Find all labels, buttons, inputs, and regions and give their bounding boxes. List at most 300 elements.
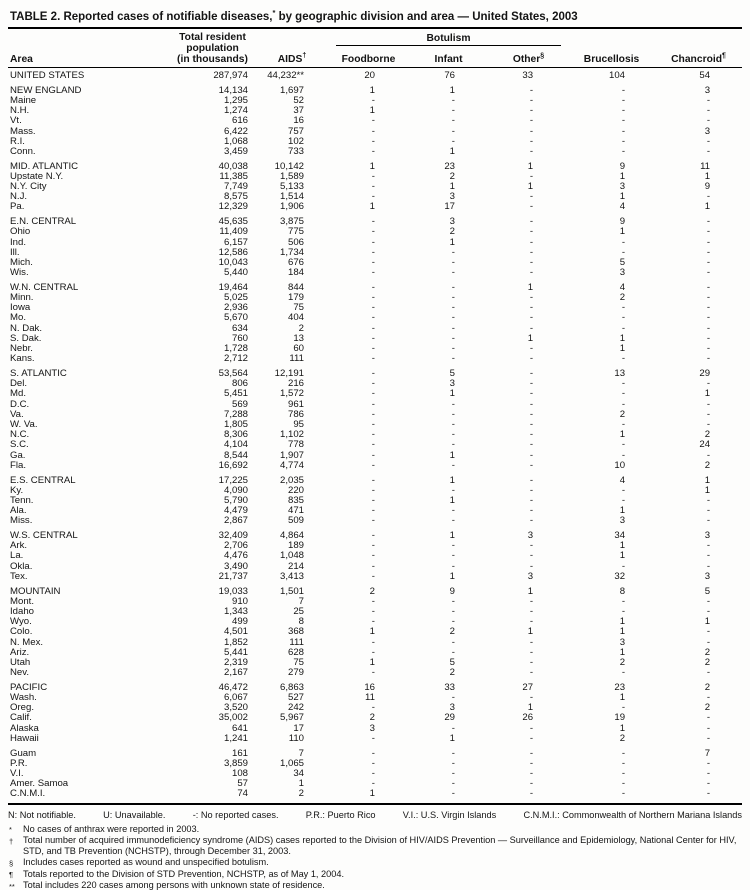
value-cell: 3 — [449, 192, 455, 203]
value-cell: 11,409 — [219, 227, 248, 238]
table-row — [8, 703, 742, 713]
value-cell: 29 — [699, 367, 711, 379]
value-cell: - — [621, 313, 626, 324]
value-cell: 53,564 — [218, 367, 248, 379]
value-cell: - — [451, 293, 455, 304]
table-row — [8, 248, 742, 258]
value-cell: - — [529, 733, 534, 744]
value-cell: 1,572 — [279, 389, 304, 400]
area-cell: Mich. — [10, 257, 33, 268]
other-footnote-marker: § — [540, 52, 545, 60]
value-cell: - — [706, 323, 711, 334]
value-cell: 7,288 — [223, 409, 248, 420]
value-cell: 1 — [369, 106, 375, 117]
value-cell: - — [706, 237, 711, 248]
value-cell: 27 — [522, 681, 534, 693]
value-cell: 1 — [369, 160, 375, 172]
value-cell: - — [451, 247, 455, 258]
value-cell: - — [371, 460, 375, 471]
value-cell: - — [451, 460, 455, 471]
value-cell: 17,225 — [218, 474, 248, 486]
value-cell: - — [451, 485, 455, 496]
value-cell: 8 — [298, 617, 304, 628]
value-cell: 6,863 — [279, 681, 304, 693]
value-cell: 242 — [287, 703, 304, 714]
value-cell: - — [621, 485, 626, 496]
value-cell: 46,472 — [218, 681, 248, 693]
value-cell: 110 — [288, 733, 304, 744]
value-cell: - — [706, 257, 711, 268]
value-cell: - — [451, 617, 455, 628]
table-body — [8, 68, 742, 804]
area-cell: Guam — [10, 747, 37, 759]
area-cell: Tenn. — [10, 495, 34, 506]
value-cell: 52 — [293, 95, 304, 106]
value-cell: - — [371, 703, 375, 714]
value-cell: 1 — [369, 657, 375, 668]
table-row — [8, 724, 742, 734]
value-cell: 641 — [231, 723, 248, 734]
value-cell: 3 — [449, 216, 455, 228]
value-cell: 2 — [704, 657, 711, 668]
value-cell: 3 — [619, 637, 626, 648]
value-cell: - — [529, 95, 534, 106]
value-cell: - — [529, 389, 534, 400]
value-cell: 775 — [287, 227, 304, 238]
table-row — [8, 96, 742, 106]
value-cell: 32,409 — [218, 530, 248, 542]
value-cell: - — [371, 440, 375, 451]
value-cell: - — [706, 268, 711, 279]
value-cell: 74 — [237, 789, 248, 800]
value-cell: - — [529, 344, 534, 355]
footnote-asterisk — [8, 824, 742, 836]
value-cell: 20 — [364, 70, 375, 81]
value-cell: - — [706, 293, 711, 304]
table-row — [8, 344, 742, 354]
area-cell: Wash. — [10, 693, 37, 704]
value-cell: 7 — [298, 747, 304, 759]
value-cell: 1 — [704, 474, 711, 486]
value-cell: - — [529, 606, 534, 617]
area-cell: Del. — [10, 379, 28, 390]
area-cell: S. Dak. — [10, 333, 42, 344]
value-cell: 806 — [231, 379, 248, 390]
table-row — [8, 106, 742, 116]
value-cell: 8 — [619, 585, 626, 597]
value-cell: 1 — [619, 647, 626, 658]
area-cell: R.I. — [10, 136, 25, 147]
value-cell: - — [706, 333, 711, 344]
value-cell: - — [451, 606, 455, 617]
value-cell: 5 — [449, 367, 455, 379]
table-row — [8, 440, 742, 450]
value-cell: 11 — [700, 160, 711, 172]
value-cell: 1 — [619, 333, 626, 344]
value-cell: 287,974 — [213, 70, 248, 81]
area-cell: N.J. — [10, 192, 28, 203]
area-cell: PACIFIC — [10, 681, 48, 693]
value-cell: 60 — [293, 344, 304, 355]
value-cell: - — [529, 126, 534, 137]
table-row — [8, 617, 742, 627]
footnote-marker: ** — [9, 881, 15, 890]
table-row — [8, 430, 742, 440]
value-cell: - — [621, 596, 626, 607]
value-cell: - — [706, 779, 711, 790]
value-cell: - — [529, 313, 534, 324]
footnote-text: Total number of acquired immunodeficiency syndrome (AIDS) cases reported to the Division of HIV/AIDS Prevention — Surveillance and Epidemiology, National Center for HIV, STD, and TB Prevention (NCHSTP), through December 31, 2003. — [23, 835, 737, 857]
value-cell: - — [371, 647, 375, 658]
area-cell: Ala. — [10, 506, 27, 517]
value-cell: 3 — [704, 530, 711, 542]
value-cell: 19,033 — [218, 585, 248, 597]
value-cell: - — [706, 627, 711, 638]
value-cell: - — [451, 257, 455, 268]
area-cell: Iowa — [10, 303, 31, 314]
area-cell: Minn. — [10, 293, 34, 304]
value-cell: - — [706, 561, 711, 572]
value-cell: - — [706, 506, 711, 517]
value-cell: - — [371, 495, 375, 506]
value-cell: 13 — [293, 333, 304, 344]
table-row — [8, 202, 742, 212]
value-cell: 1 — [449, 474, 455, 486]
value-cell: 2 — [449, 668, 455, 679]
value-cell: - — [451, 430, 455, 441]
value-cell: - — [451, 126, 455, 137]
value-cell: 35,002 — [218, 713, 248, 724]
table-title — [8, 8, 742, 29]
value-cell: - — [529, 293, 534, 304]
table-row — [8, 268, 742, 278]
value-cell: 368 — [287, 627, 304, 638]
value-cell: 25 — [293, 606, 304, 617]
footnote-text: No cases of anthrax were reported in 2003. — [23, 823, 200, 834]
value-cell: 6,067 — [223, 693, 248, 704]
value-cell: 1,065 — [279, 758, 304, 769]
value-cell: 4,864 — [279, 530, 304, 542]
table-row — [8, 541, 742, 551]
table-row — [8, 486, 742, 496]
table-row — [8, 551, 742, 561]
value-cell: 220 — [287, 485, 304, 496]
value-cell: - — [451, 541, 455, 552]
column-header-area: Area — [8, 29, 170, 68]
value-cell: - — [706, 313, 711, 324]
value-cell: - — [621, 106, 626, 117]
value-cell: 3 — [449, 703, 455, 714]
value-cell: 2,712 — [223, 354, 248, 365]
value-cell: 1,805 — [223, 420, 248, 430]
value-cell: - — [706, 596, 711, 607]
area-cell: W.S. CENTRAL — [10, 530, 78, 542]
value-cell: - — [451, 723, 455, 734]
value-cell: - — [371, 561, 375, 572]
value-cell: 6,157 — [223, 237, 248, 248]
table-row — [8, 506, 742, 516]
table-row — [8, 678, 742, 693]
title-footnote-marker: * — [272, 8, 276, 18]
value-cell: 2 — [704, 703, 711, 714]
value-cell: - — [371, 192, 375, 203]
table-row — [8, 779, 742, 789]
value-cell: - — [706, 136, 711, 147]
value-cell: - — [451, 313, 455, 324]
value-cell: 5,670 — [223, 313, 248, 324]
value-cell: 1 — [369, 789, 375, 800]
value-cell: 13 — [614, 367, 626, 379]
value-cell: 1 — [527, 627, 534, 638]
value-cell: - — [529, 789, 534, 800]
footnote-text: Includes cases reported as wound and unspecified botulism. — [23, 857, 269, 868]
value-cell: 1 — [704, 171, 711, 182]
value-cell: - — [371, 637, 375, 648]
value-cell: 75 — [293, 657, 304, 668]
value-cell: - — [529, 506, 534, 517]
area-cell: S. ATLANTIC — [10, 367, 67, 379]
value-cell: - — [529, 758, 534, 769]
abbreviation-legend — [8, 810, 742, 821]
value-cell: 16 — [364, 681, 375, 693]
value-cell: - — [371, 571, 375, 582]
value-cell: - — [706, 668, 711, 679]
value-cell: - — [621, 323, 626, 334]
value-cell: - — [621, 389, 626, 400]
value-cell: - — [371, 344, 375, 355]
value-cell: 4,090 — [223, 485, 248, 496]
value-cell: - — [529, 440, 534, 451]
value-cell: 216 — [287, 379, 304, 390]
value-cell: 1 — [369, 627, 375, 638]
area-cell: E.N. CENTRAL — [10, 216, 77, 228]
table-row — [8, 668, 742, 678]
value-cell: 104 — [609, 70, 626, 81]
value-cell: 1 — [527, 160, 534, 172]
value-cell: - — [529, 430, 534, 441]
footnotes — [8, 810, 742, 890]
aids-footnote-marker: † — [302, 52, 307, 60]
value-cell: - — [621, 495, 626, 506]
value-cell: 1 — [449, 571, 455, 582]
value-cell: 2 — [449, 227, 455, 238]
value-cell: 1 — [449, 237, 455, 248]
value-cell: 506 — [287, 237, 304, 248]
value-cell: - — [371, 769, 375, 779]
table-row — [8, 562, 742, 572]
column-header-aids: AIDS† — [255, 29, 329, 68]
area-cell: Ky. — [10, 485, 24, 496]
value-cell: - — [621, 136, 626, 147]
table-row — [8, 759, 742, 769]
value-cell: - — [706, 723, 711, 734]
value-cell: 1,295 — [223, 95, 248, 106]
value-cell: - — [371, 95, 375, 106]
area-cell: La. — [10, 551, 24, 562]
value-cell: 2 — [619, 657, 626, 668]
value-cell: 12,329 — [218, 202, 248, 213]
value-cell: - — [706, 713, 711, 724]
value-cell: - — [706, 247, 711, 258]
value-cell: - — [371, 399, 375, 410]
area-cell: Maine — [10, 95, 37, 106]
value-cell: - — [451, 561, 455, 572]
table-title-text-continued: by geographic division and area — United States, 2003 — [275, 11, 578, 23]
value-cell: 499 — [231, 617, 248, 628]
value-cell: 76 — [444, 70, 455, 81]
area-cell: Colo. — [10, 627, 33, 638]
value-cell: 4 — [619, 281, 626, 293]
value-cell: - — [371, 409, 375, 420]
value-cell: - — [451, 551, 455, 562]
value-cell: 1 — [619, 723, 626, 734]
value-cell: 33 — [522, 70, 534, 81]
value-cell: 844 — [287, 281, 304, 293]
value-cell: 1,589 — [279, 171, 304, 182]
table-row — [8, 182, 742, 192]
value-cell: - — [371, 257, 375, 268]
value-cell: - — [451, 779, 455, 790]
value-cell: 3 — [704, 571, 711, 582]
value-cell: 527 — [287, 693, 304, 704]
value-cell: - — [529, 379, 534, 390]
column-header-population: Total resident population (in thousands) — [170, 29, 255, 68]
value-cell: - — [371, 303, 375, 314]
value-cell: 3,490 — [223, 561, 248, 572]
value-cell: 509 — [287, 516, 304, 527]
value-cell: - — [451, 758, 455, 769]
footnote-text: Totals reported to the Division of STD Prevention, NCHSTP, as of May 1, 2004. — [23, 868, 345, 879]
table-row — [8, 734, 742, 744]
column-header-brucellosis: Brucellosis — [568, 29, 655, 68]
value-cell: 4 — [619, 202, 626, 213]
area-cell: Miss. — [10, 516, 33, 527]
value-cell: - — [621, 440, 626, 451]
value-cell: 44,232** — [267, 70, 304, 81]
value-cell: 19 — [614, 713, 626, 724]
value-cell: 1 — [619, 192, 626, 203]
value-cell: - — [621, 606, 626, 617]
value-cell: - — [451, 516, 455, 527]
area-cell: Ill. — [10, 247, 20, 258]
table-row — [8, 364, 742, 379]
value-cell: 32 — [614, 571, 626, 582]
value-cell: - — [706, 758, 711, 769]
value-cell: - — [371, 281, 375, 293]
value-cell: 16 — [293, 116, 304, 127]
value-cell: 1 — [298, 779, 304, 790]
area-cell: Pa. — [10, 202, 25, 213]
value-cell: 2 — [369, 585, 375, 597]
value-cell: 1,697 — [279, 84, 304, 96]
table-row — [8, 693, 742, 703]
value-cell: 3 — [619, 268, 626, 279]
table-row — [8, 607, 742, 617]
value-cell: - — [621, 237, 626, 248]
table-row — [8, 68, 742, 82]
area-cell: W.N. CENTRAL — [10, 281, 79, 293]
table-row — [8, 572, 742, 582]
value-cell: 3,413 — [279, 571, 304, 582]
value-cell: - — [706, 769, 711, 779]
footnote-double-asterisk — [8, 880, 742, 890]
value-cell: 1 — [527, 585, 534, 597]
chancroid-footnote-marker: ¶ — [722, 52, 726, 60]
value-cell: 1 — [619, 551, 626, 562]
value-cell: 3 — [619, 516, 626, 527]
value-cell: - — [621, 747, 626, 759]
table-row — [8, 744, 742, 759]
value-cell: - — [371, 733, 375, 744]
value-cell: 2 — [704, 647, 711, 658]
column-header-botulism: Botulism — [329, 29, 568, 46]
value-cell: - — [529, 171, 534, 182]
area-cell: N. Dak. — [10, 323, 42, 334]
value-cell: - — [529, 399, 534, 410]
value-cell: - — [529, 146, 534, 157]
value-cell: - — [371, 779, 375, 790]
value-cell: - — [706, 146, 711, 157]
table-row — [8, 334, 742, 344]
value-cell: - — [621, 399, 626, 410]
legend-item: -: No reported cases. — [192, 809, 279, 820]
area-cell: Vt. — [10, 116, 22, 127]
value-cell: 111 — [289, 637, 304, 648]
value-cell: - — [371, 541, 375, 552]
value-cell: 2 — [704, 460, 711, 471]
value-cell: 5 — [449, 657, 455, 668]
value-cell: 1,343 — [223, 606, 248, 617]
value-cell: 5,133 — [279, 182, 304, 193]
value-cell: 1,241 — [223, 733, 248, 744]
area-cell: Mo. — [10, 313, 26, 324]
value-cell: 23 — [614, 681, 626, 693]
value-cell: - — [371, 333, 375, 344]
area-cell: Mass. — [10, 126, 36, 137]
value-cell: - — [529, 367, 534, 379]
value-cell: 2,936 — [223, 303, 248, 314]
value-cell: 8,544 — [223, 450, 248, 461]
value-cell: - — [529, 596, 534, 607]
value-cell: - — [371, 668, 375, 679]
area-cell: Oreg. — [10, 703, 34, 714]
value-cell: - — [529, 106, 534, 117]
value-cell: 34 — [293, 769, 304, 779]
value-cell: 1 — [449, 182, 455, 193]
value-cell: 57 — [237, 779, 248, 790]
value-cell: - — [529, 192, 534, 203]
value-cell: - — [529, 516, 534, 527]
table-row — [8, 400, 742, 410]
table-row — [8, 769, 742, 779]
value-cell: 760 — [231, 333, 248, 344]
value-cell: 1 — [619, 227, 626, 238]
value-cell: - — [371, 516, 375, 527]
value-cell: 3 — [449, 379, 455, 390]
value-cell: - — [706, 227, 711, 238]
value-cell: 1 — [449, 733, 455, 744]
table-row — [8, 461, 742, 471]
value-cell: - — [451, 693, 455, 704]
value-cell: - — [706, 95, 711, 106]
footnote-marker: † — [9, 836, 14, 846]
value-cell: 1 — [527, 333, 534, 344]
value-cell: - — [451, 281, 455, 293]
value-cell: - — [371, 617, 375, 628]
value-cell: 2 — [369, 713, 375, 724]
value-cell: - — [371, 379, 375, 390]
value-cell: - — [451, 789, 455, 800]
